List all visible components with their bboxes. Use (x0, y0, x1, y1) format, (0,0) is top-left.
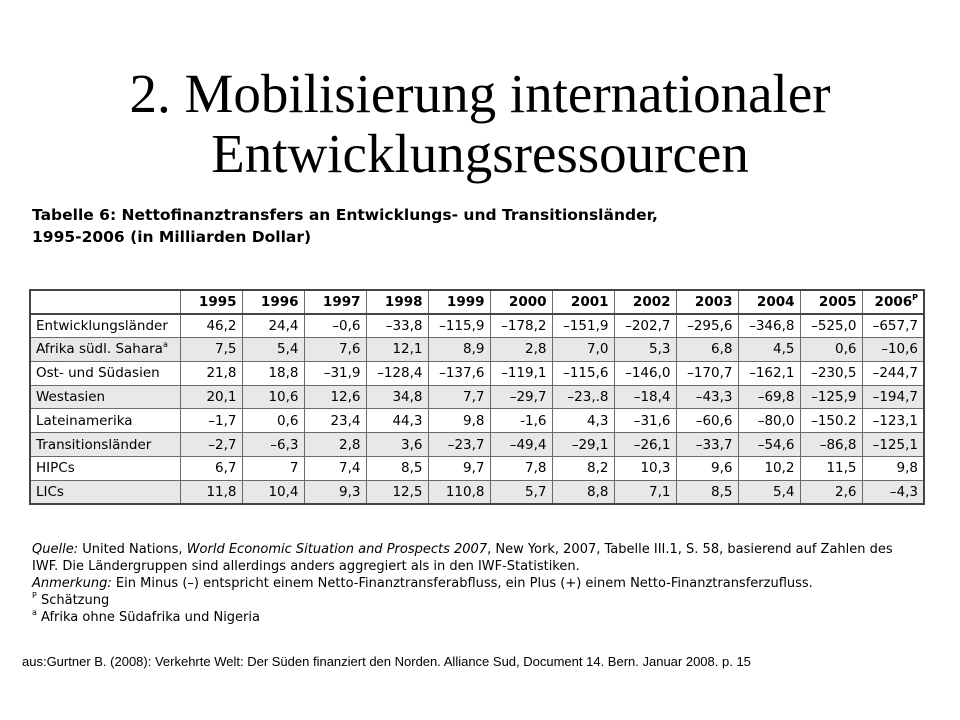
table-cell: 46,2 (180, 314, 242, 338)
table-cell: –230,5 (800, 361, 862, 385)
table-cell: 5,7 (490, 480, 552, 504)
table-cell: 0,6 (800, 338, 862, 362)
table-cell: 44,3 (366, 409, 428, 433)
footnote-p-mark: P (32, 591, 37, 600)
table-cell: –6,3 (242, 433, 304, 457)
row-label (30, 409, 180, 433)
year-header-text: 2003 (694, 293, 733, 310)
table-cell: 21,8 (180, 361, 242, 385)
remark-label: Anmerkung: (32, 576, 112, 591)
footnote-mark: a (162, 340, 168, 350)
row-label-text: HIPCs (36, 460, 75, 477)
table-row (30, 338, 924, 362)
year-header (242, 290, 304, 314)
table-row (30, 361, 924, 385)
table-cell: 12,1 (366, 338, 428, 362)
table-cell: 8,5 (676, 480, 738, 504)
table-cell: –202,7 (614, 314, 676, 338)
table-cell: 12,5 (366, 480, 428, 504)
table-cell: –295,6 (676, 314, 738, 338)
year-header (180, 290, 242, 314)
table-cell: –23,7 (428, 433, 490, 457)
year-header-text: 2004 (756, 293, 795, 310)
slide-title (0, 64, 960, 184)
source-text-1: United Nations, (78, 542, 187, 557)
table-cell: 9,8 (862, 457, 924, 481)
footnote-p-text: Schätzung (36, 593, 110, 608)
table-cell: 18,8 (242, 361, 304, 385)
table-cell: 110,8 (428, 480, 490, 504)
caption-line-1: Tabelle 6: Nettofinanztransfers an Entwicklungs- und Transitionsländer, (32, 206, 658, 224)
table-cell: 7,7 (428, 385, 490, 409)
table-cell: 11,8 (180, 480, 242, 504)
table-cell: 10,3 (614, 457, 676, 481)
table-row (30, 385, 924, 409)
year-header-text: 2000 (508, 293, 547, 310)
title-line-2: Entwicklungsressourcen (211, 123, 749, 184)
table-cell: –123,1 (862, 409, 924, 433)
table-cell: –26,1 (614, 433, 676, 457)
table-cell: –125,1 (862, 433, 924, 457)
table-cell: -1,6 (490, 409, 552, 433)
footnote-a-mark: a (32, 608, 37, 617)
table-cell: 3,6 (366, 433, 428, 457)
table-cell: 20,1 (180, 385, 242, 409)
table-cell: –29,7 (490, 385, 552, 409)
table-cell: 8,8 (552, 480, 614, 504)
table-cell: –80,0 (738, 409, 800, 433)
table-cell: –31,6 (614, 409, 676, 433)
table-cell: 7,5 (180, 338, 242, 362)
table-cell: –10,6 (862, 338, 924, 362)
row-label-text: Afrika südl. Sahara (36, 341, 163, 358)
table-cell: 7 (242, 457, 304, 481)
year-header (738, 290, 800, 314)
table-cell: –0,6 (304, 314, 366, 338)
table-cell: –2,7 (180, 433, 242, 457)
table-cell: –29,1 (552, 433, 614, 457)
table-cell: –23,.8 (552, 385, 614, 409)
row-label (30, 361, 180, 385)
table-cell: –54,6 (738, 433, 800, 457)
table-cell: 11,5 (800, 457, 862, 481)
table-cell: 8,2 (552, 457, 614, 481)
table-cell: –150.2 (800, 409, 862, 433)
source-publication-title: World Economic Situation and Prospects 2007 (186, 542, 488, 557)
caption-line-2: 1995-2006 (in Milliarden Dollar) (32, 228, 312, 246)
table-cell: 9,6 (676, 457, 738, 481)
table-cell: –178,2 (490, 314, 552, 338)
remark-text: Ein Minus (–) entspricht einem Netto-Finanztransferabfluss, ein Plus (+) einem Netto-Finanztransferzufluss. (111, 576, 813, 591)
table-cell: –119,1 (490, 361, 552, 385)
table-notes (32, 541, 922, 626)
footnote-a-text: Afrika ohne Südafrika und Nigeria (36, 610, 260, 625)
table-cell: 23,4 (304, 409, 366, 433)
table-cell: –128,4 (366, 361, 428, 385)
table-cell: –31,9 (304, 361, 366, 385)
table-cell: 0,6 (242, 409, 304, 433)
table-cell: –137,6 (428, 361, 490, 385)
year-header-text: 1998 (384, 293, 423, 310)
table-cell: 7,1 (614, 480, 676, 504)
table-cell: –146,0 (614, 361, 676, 385)
table-cell: 7,8 (490, 457, 552, 481)
table-cell: –86,8 (800, 433, 862, 457)
table-row (30, 314, 924, 338)
row-label-text: Ost- und Südasien (36, 365, 160, 382)
table-cell: 4,3 (552, 409, 614, 433)
year-header (552, 290, 614, 314)
row-label-text: Westasien (36, 389, 106, 406)
title-line-1: 2. Mobilisierung internationaler (129, 63, 831, 124)
table-cell: –33,7 (676, 433, 738, 457)
row-label (30, 338, 180, 362)
year-header (366, 290, 428, 314)
table-cell: 5,4 (738, 480, 800, 504)
year-header (800, 290, 862, 314)
table-cell: –1,7 (180, 409, 242, 433)
table-cell: –125,9 (800, 385, 862, 409)
estimate-mark: P (912, 292, 918, 302)
year-header (428, 290, 490, 314)
table-row (30, 457, 924, 481)
header-corner (30, 290, 180, 314)
row-label (30, 433, 180, 457)
table-cell: –69,8 (738, 385, 800, 409)
table-row (30, 409, 924, 433)
year-header (614, 290, 676, 314)
table-cell: –18,4 (614, 385, 676, 409)
row-label-text: Transitionsländer (36, 436, 152, 453)
year-header-text: 1995 (198, 293, 237, 310)
table-cell: –115,9 (428, 314, 490, 338)
table-caption (32, 204, 732, 248)
remark-note (32, 575, 922, 592)
table-cell: 10,4 (242, 480, 304, 504)
table-cell: 34,8 (366, 385, 428, 409)
table-cell: 5,3 (614, 338, 676, 362)
table-cell: 6,7 (180, 457, 242, 481)
row-label (30, 385, 180, 409)
year-header (676, 290, 738, 314)
footnote-estimate (32, 592, 922, 609)
year-header (490, 290, 552, 314)
table-row (30, 433, 924, 457)
table-cell: –151,9 (552, 314, 614, 338)
source-note (32, 541, 922, 575)
table-cell: –43,3 (676, 385, 738, 409)
table-cell: –162,1 (738, 361, 800, 385)
table-cell: –170,7 (676, 361, 738, 385)
row-label-text: Entwicklungsländer (36, 317, 168, 334)
table-cell: 6,8 (676, 338, 738, 362)
year-header (862, 290, 924, 314)
table-cell: 9,3 (304, 480, 366, 504)
year-header-text: 2005 (818, 293, 857, 310)
footnote-africa (32, 609, 922, 626)
table-cell: 8,5 (366, 457, 428, 481)
row-label-text: LICs (36, 484, 64, 501)
table-cell: –244,7 (862, 361, 924, 385)
year-header (304, 290, 366, 314)
table-cell: –525,0 (800, 314, 862, 338)
year-header-text: 2006 (874, 293, 913, 310)
table-cell: 8,9 (428, 338, 490, 362)
table-cell: –49,4 (490, 433, 552, 457)
row-label-text: Lateinamerika (36, 412, 133, 429)
table-row (30, 480, 924, 504)
table-cell: 7,4 (304, 457, 366, 481)
net-transfers-table (29, 289, 925, 505)
table-cell: 7,6 (304, 338, 366, 362)
year-header-text: 1996 (260, 293, 299, 310)
table-cell: 10,6 (242, 385, 304, 409)
table-cell: 7,0 (552, 338, 614, 362)
source-label: Quelle: (32, 542, 79, 557)
row-label (30, 457, 180, 481)
table-cell: –115,6 (552, 361, 614, 385)
table-cell: 2,6 (800, 480, 862, 504)
table-cell: 5,4 (242, 338, 304, 362)
year-header-text: 1997 (322, 293, 361, 310)
table-cell: –4,3 (862, 480, 924, 504)
table-cell: –60,6 (676, 409, 738, 433)
table-cell: 2,8 (304, 433, 366, 457)
year-header-text: 2001 (570, 293, 609, 310)
table-cell: –657,7 (862, 314, 924, 338)
table-cell: 2,8 (490, 338, 552, 362)
table-cell: –346,8 (738, 314, 800, 338)
table-cell: 24,4 (242, 314, 304, 338)
source-text-2: , New York, 2007, Tabelle III.1, S. 58, basierend auf Zahlen des IWF. Die Ländergruppen sind allerdings anders aggregiert als in den IWF-Statistiken. (32, 542, 893, 574)
table-cell: –33,8 (366, 314, 428, 338)
table-cell: 4,5 (738, 338, 800, 362)
table-cell: 10,2 (738, 457, 800, 481)
row-label (30, 480, 180, 504)
row-label (30, 314, 180, 338)
table-cell: 12,6 (304, 385, 366, 409)
year-header-text: 1999 (446, 293, 485, 310)
table-cell: 9,8 (428, 409, 490, 433)
citation-line: aus:Gurtner B. (2008): Verkehrte Welt: Der Süden finanziert den Norden. Alliance Sud, Document 14. Bern. Januar 2008. p. 15 (22, 654, 751, 669)
table-header-row (30, 290, 924, 314)
table-cell: –194,7 (862, 385, 924, 409)
table-cell: 9,7 (428, 457, 490, 481)
year-header-text: 2002 (632, 293, 671, 310)
